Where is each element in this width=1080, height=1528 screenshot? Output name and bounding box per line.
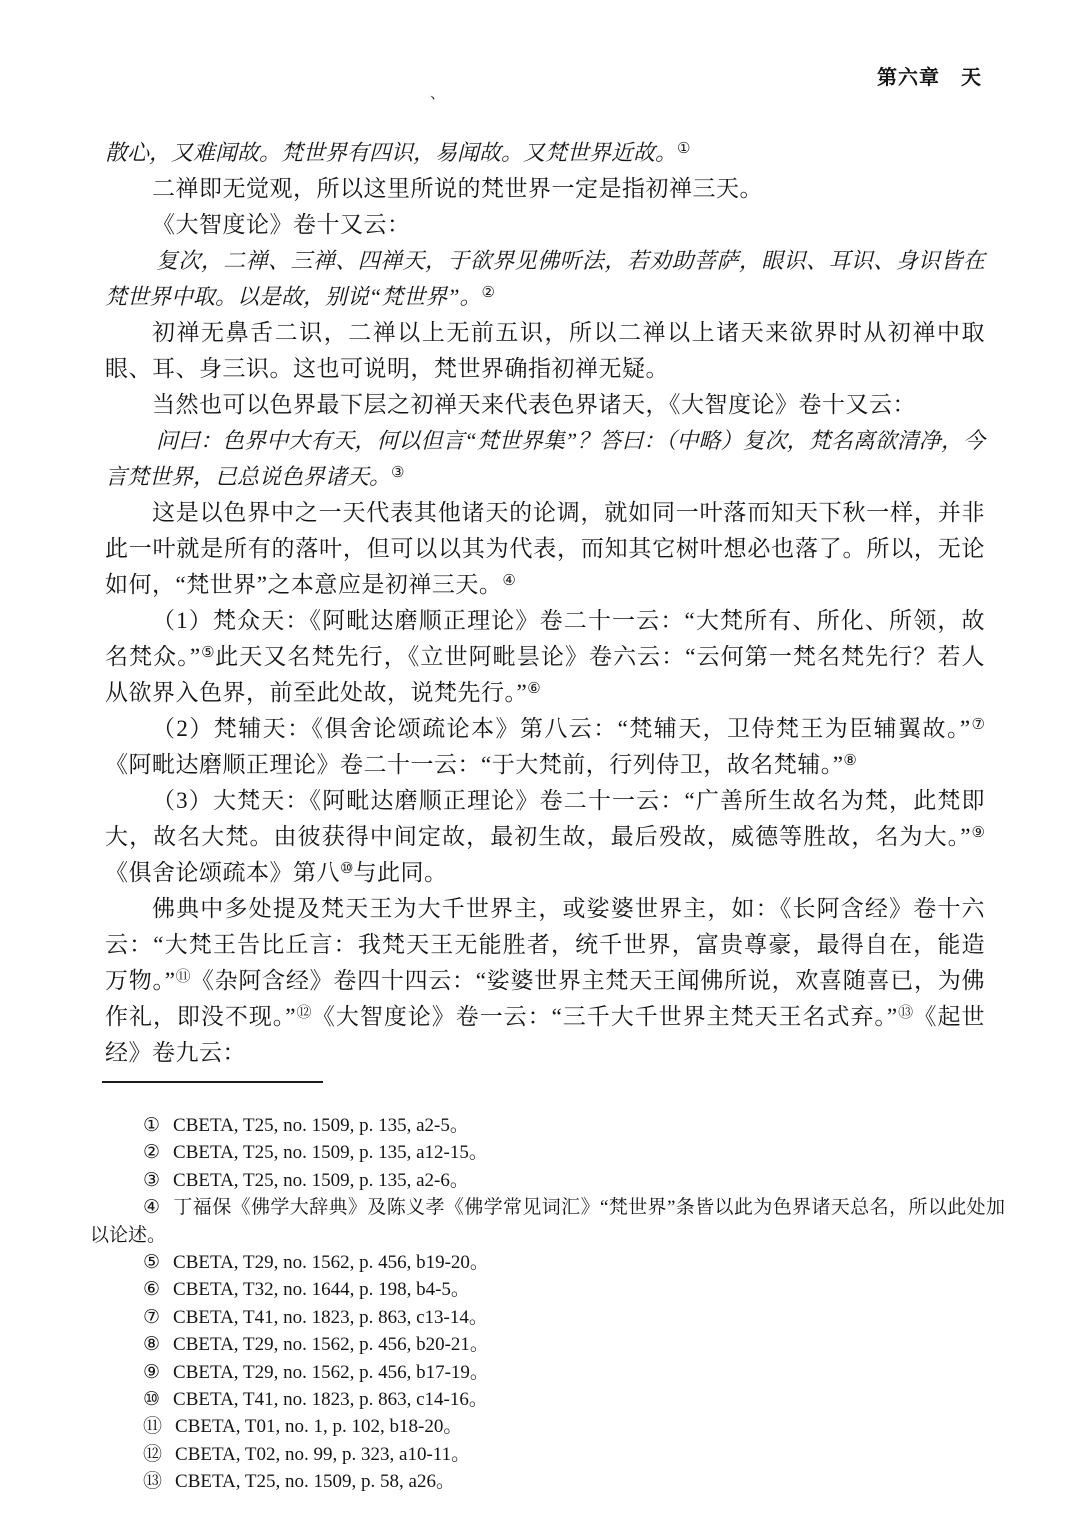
body-paragraph xyxy=(105,603,985,711)
text-run: 《俱舍论颂疏本》第八 xyxy=(105,860,340,885)
footnote-text: 丁福保《佛学大辞典》及陈义孝《佛学常见词汇》“梵世界”条皆以此为色界诸天总名，所以此处加以论述。 xyxy=(90,1197,1005,1246)
footnote-text: CBETA, T25, no. 1509, p. 135, a2-6。 xyxy=(173,1169,469,1191)
footnote-item xyxy=(90,1167,1005,1194)
footnote-ref: ⑪ xyxy=(175,969,191,985)
text-run: 《大智度论》卷十又云： xyxy=(152,212,411,237)
footnote-ref: ① xyxy=(677,141,691,157)
footnote-item xyxy=(90,1249,1005,1276)
body-paragraph xyxy=(105,783,985,891)
footnote-ref: ⑤ xyxy=(200,645,216,661)
text-run: 复次，二禅、三禅、四禅天，于欲界见佛听法，若劝助菩萨，眼识、耳识、身识皆在梵世界中取。以是故，别说“梵世界”。 xyxy=(105,248,985,309)
text-run: 《杂阿含经》卷四十四云：“娑婆世界主梵天王闻佛所说，欢喜随喜已，为佛作礼，即没不现。” xyxy=(105,968,985,1029)
footnote-ref: ⑨ xyxy=(970,825,985,841)
footnote-number: ⑦ xyxy=(143,1306,161,1328)
footnote-ref: ③ xyxy=(391,465,405,481)
footnote-item xyxy=(90,1139,1005,1166)
running-header xyxy=(0,66,982,90)
body-text xyxy=(105,135,985,1071)
footnote-divider xyxy=(102,1081,323,1083)
text-run: 《大智度论》卷一云：“三千大千世界主梵天王名式弃。” xyxy=(311,1004,898,1029)
quotation-paragraph xyxy=(105,135,985,171)
footnote-text: CBETA, T01, no. 1, p. 102, b18-20。 xyxy=(175,1416,463,1438)
footnote-ref: ⑩ xyxy=(340,861,354,877)
footnote-text: CBETA, T41, no. 1823, p. 863, c14-16。 xyxy=(173,1389,488,1411)
footnote-item xyxy=(90,1331,1005,1358)
footnote-ref: ⑧ xyxy=(843,753,857,769)
footnote-text: CBETA, T29, no. 1562, p. 456, b17-19。 xyxy=(173,1361,489,1383)
text-run: 初禅无鼻舌二识，二禅以上无前五识，所以二禅以上诸天来欲界时从初禅中取眼、耳、身三识。这也可说明，梵世界确指初禅无疑。 xyxy=(105,320,985,381)
footnote-ref: ⑦ xyxy=(970,717,985,733)
footnote-text: CBETA, T25, no. 1509, p. 135, a12-15。 xyxy=(173,1142,488,1164)
body-paragraph xyxy=(105,387,985,423)
footnote-text: CBETA, T25, no. 1509, p. 135, a2-5。 xyxy=(173,1115,469,1136)
quotation-paragraph xyxy=(105,243,985,315)
text-run: 散心，又难闻故。梵世界有四识，易闻故。又梵世界近故。 xyxy=(105,140,678,165)
footnote-item xyxy=(90,1112,1005,1139)
text-run: 与此同。 xyxy=(353,860,448,885)
text-run: 二禅即无觉观，所以这里所说的梵世界一定是指初禅三天。 xyxy=(152,176,763,201)
footnote-text: CBETA, T29, no. 1562, p. 456, b20-21。 xyxy=(173,1334,489,1356)
body-paragraph xyxy=(105,171,985,207)
footnote-item xyxy=(90,1276,1005,1303)
footnote-number: ⑩ xyxy=(143,1389,161,1411)
footnote-ref: ⑥ xyxy=(527,681,541,697)
footnote-number: ③ xyxy=(143,1169,161,1191)
chapter-title: 第六章 天 xyxy=(877,67,982,89)
text-run: 当然也可以色界最下层之初禅天来代表色界诸天，《大智度论》卷十又云： xyxy=(152,392,916,417)
footnote-text: CBETA, T02, no. 99, p. 323, a10-11。 xyxy=(175,1443,471,1465)
footnote-number: ⑥ xyxy=(143,1279,161,1301)
scan-speck: 、 xyxy=(430,86,446,102)
footnote-number: ④ xyxy=(143,1197,161,1219)
text-run: 这是以色界中之一天代表其他诸天的论调，就如同一叶落而知天下秋一样，并非此一叶就是所有的落叶，但可以以其为代表，而知其它树叶想必也落了。所以，无论如何，“梵世界”之本意应是初禅三天。 xyxy=(105,500,985,597)
body-paragraph xyxy=(105,891,985,1071)
footnote-item xyxy=(90,1386,1005,1413)
body-paragraph xyxy=(105,207,985,243)
text-run: 《阿毗达磨顺正理论》卷二十一云：“于大梵前，行列侍卫，故名梵辅。” xyxy=(105,752,844,777)
footnote-ref: ⑫ xyxy=(295,1005,312,1021)
text-run: 《起世经》卷九云： xyxy=(105,1004,985,1065)
footnote-item xyxy=(90,1359,1005,1386)
body-paragraph xyxy=(105,495,985,603)
text-run: （3）大梵天：《阿毗达磨顺正理论》卷二十一云：“广善所生故名为梵，此梵即大，故名大梵。由彼获得中间定故，最初生故，最后殁故，威德等胜故，名为大。” xyxy=(105,788,985,849)
footnote-item xyxy=(90,1413,1005,1440)
footnote-text: CBETA, T25, no. 1509, p. 58, a26。 xyxy=(175,1471,455,1493)
text-run: 此天又名梵先行，《立世阿毗昙论》卷六云：“云何第一梵名梵先行？若人从欲界入色界，前至此处故，说梵先行。” xyxy=(105,644,985,705)
footnote-number: ⑧ xyxy=(143,1334,161,1356)
footnote-text: CBETA, T29, no. 1562, p. 456, b19-20。 xyxy=(173,1252,489,1274)
text-run: （2）梵辅天：《俱舍论颂疏论本》第八云：“梵辅天，卫侍梵王为臣辅翼故。” xyxy=(152,716,971,741)
footnote-text: CBETA, T32, no. 1644, p. 198, b4-5。 xyxy=(173,1279,470,1301)
footnote-number: ⑨ xyxy=(143,1361,161,1383)
body-paragraph xyxy=(105,315,985,387)
footnote-item xyxy=(90,1441,1005,1468)
footnote-ref: ② xyxy=(481,285,495,301)
text-run: 佛典中多处提及梵天王为大千世界主，或娑婆世界主，如：《长阿含经》卷十六云：“大梵王告比丘言：我梵天王无能胜者，统千世界，富贵尊豪，最得自在，能造万物。” xyxy=(105,896,985,993)
footnote-text: CBETA, T41, no. 1823, p. 863, c13-14。 xyxy=(173,1306,488,1328)
footnote-item xyxy=(90,1194,1005,1249)
footnote-number: ⑬ xyxy=(143,1471,163,1493)
footnotes xyxy=(90,1112,1005,1496)
text-run: 问曰：色界中大有天，何以但言“梵世界集”？答曰：（中略）复次，梵名离欲清净，今言梵世界，已总说色界诸天。 xyxy=(105,428,985,489)
footnote-number: ② xyxy=(143,1142,161,1164)
text-run: （1）梵众天：《阿毗达磨顺正理论》卷二十一云：“大梵所有、所化、所领，故名梵众。” xyxy=(105,608,985,669)
footnote-number: ⑪ xyxy=(143,1416,163,1438)
footnote-ref: ④ xyxy=(502,573,516,589)
quotation-paragraph xyxy=(105,423,985,495)
footnote-ref: ⑬ xyxy=(897,1005,914,1021)
body-paragraph xyxy=(105,711,985,783)
footnote-number: ⑤ xyxy=(143,1252,161,1274)
footnote-item xyxy=(90,1468,1005,1495)
footnote-item xyxy=(90,1304,1005,1331)
footnote-number: ⑫ xyxy=(143,1443,163,1465)
footnote-number: ① xyxy=(143,1115,161,1136)
